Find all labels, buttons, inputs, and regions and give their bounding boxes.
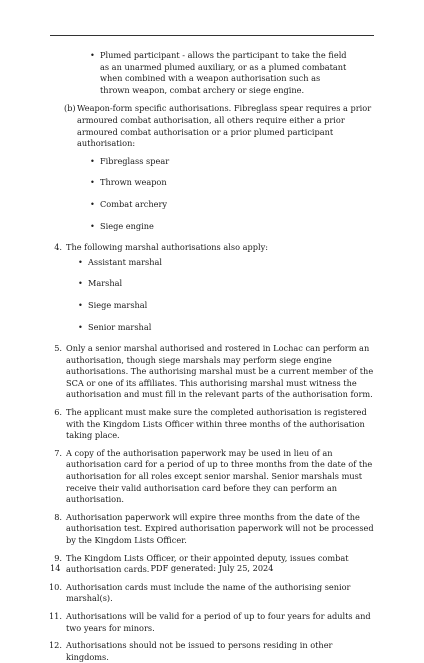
list-item-text: Combat archery xyxy=(100,198,168,209)
item-number: 11. xyxy=(48,610,62,621)
list-item xyxy=(90,199,350,211)
item-number: 10. xyxy=(48,581,62,592)
item-text: Authorisations will be valid for a period of up to four years for adults and two years for minors. xyxy=(66,610,371,633)
sub-item-b xyxy=(64,103,374,149)
list-item-text: Marshal xyxy=(88,278,123,289)
sub-item-label: (b) xyxy=(64,103,76,114)
list-item xyxy=(78,278,374,290)
marshal-list xyxy=(78,257,374,333)
numbered-item-5 xyxy=(54,343,374,401)
list-item-text: Senior marshal xyxy=(88,321,152,332)
list-item xyxy=(90,177,350,189)
list-item-text: Fibreglass spear xyxy=(100,155,170,166)
numbered-item-10 xyxy=(48,581,374,605)
item-text: The applicant must make sure the completed authorisation is registered with the Kingdom Lists Officer within three months of the authorisation taking place. xyxy=(66,407,367,441)
numbered-item-11 xyxy=(48,610,374,634)
sub-item-text: Weapon-form specific authorisations. Fibreglass spear requires a prior armoured combat authorisation, all others require either a prior armoured combat authorisation or a prior plumed participant authorisation: xyxy=(77,103,372,149)
list-item xyxy=(78,322,374,334)
item-text: Only a senior marshal authorised and rostered in Lochac can perform an authorisation, though siege marshals may perform siege engine authorisations. The authorising marshal must be a current member of the SCA or one of its affiliates. This authorising marshal must witness the authorisation and must fill in the relevant parts of the authorisation form. xyxy=(66,343,374,400)
item-text: Authorisation paperwork will expire three months from the date of the authorisation test. Expired authorisation paperwork will not be processed by the Kingdom Lists Officer. xyxy=(66,511,374,545)
item-number: 6. xyxy=(54,407,62,418)
header-rule xyxy=(50,35,374,36)
list-item-text: • Plumed participant - allows the participant to take the field as an unarmed plumed auxiliary, or as a plumed combatant when combined with a weapon authorisation such as thrown weapon, combat archery or siege engine. xyxy=(100,50,347,95)
list-item-text: Thrown weapon xyxy=(100,177,167,188)
list-item xyxy=(90,50,348,96)
item-text: The Kingdom Lists Officer, or their appointed deputy, issues combat authorisation cards. xyxy=(66,552,349,575)
list-item xyxy=(78,300,374,312)
item-text: The following marshal authorisations also apply: xyxy=(66,242,268,253)
item-number: 9. xyxy=(54,552,62,563)
list-item-text: Siege marshal xyxy=(88,299,148,310)
numbered-item-4 xyxy=(54,242,374,254)
numbered-item-7 xyxy=(54,447,374,506)
list-item xyxy=(90,221,350,233)
item-number: 4. xyxy=(54,242,62,253)
page-footer xyxy=(50,563,374,575)
item-number: 7. xyxy=(54,447,62,458)
numbered-item-6 xyxy=(54,407,374,442)
item-number: 12. xyxy=(48,640,62,651)
weapon-list xyxy=(90,156,350,232)
list-item-text: Siege engine xyxy=(100,220,154,231)
item-number: 5. xyxy=(54,343,62,354)
numbered-item-8 xyxy=(54,511,374,547)
numbered-item-12 xyxy=(48,640,374,663)
item-text: Authorisations should not be issued to persons residing in other kingdoms. xyxy=(66,640,333,662)
list-item xyxy=(78,257,374,269)
page-number: 14 xyxy=(50,563,61,573)
list-item-text: Assistant marshal xyxy=(88,256,163,267)
generated-date: PDF generated: July 25, 2024 xyxy=(150,563,274,573)
item-text: A copy of the authorisation paperwork may be used in lieu of an authorisation card for a period of up to three months from the date of the authorisation for all roles except senior marshal. Senior marshals must receive their valid authorisation card before they can perform an authorisation. xyxy=(66,447,373,505)
list-item xyxy=(90,156,350,168)
item-number: 8. xyxy=(54,511,62,522)
item-text: Authorisation cards must include the name of the authorising senior marshal(s). xyxy=(66,581,351,604)
